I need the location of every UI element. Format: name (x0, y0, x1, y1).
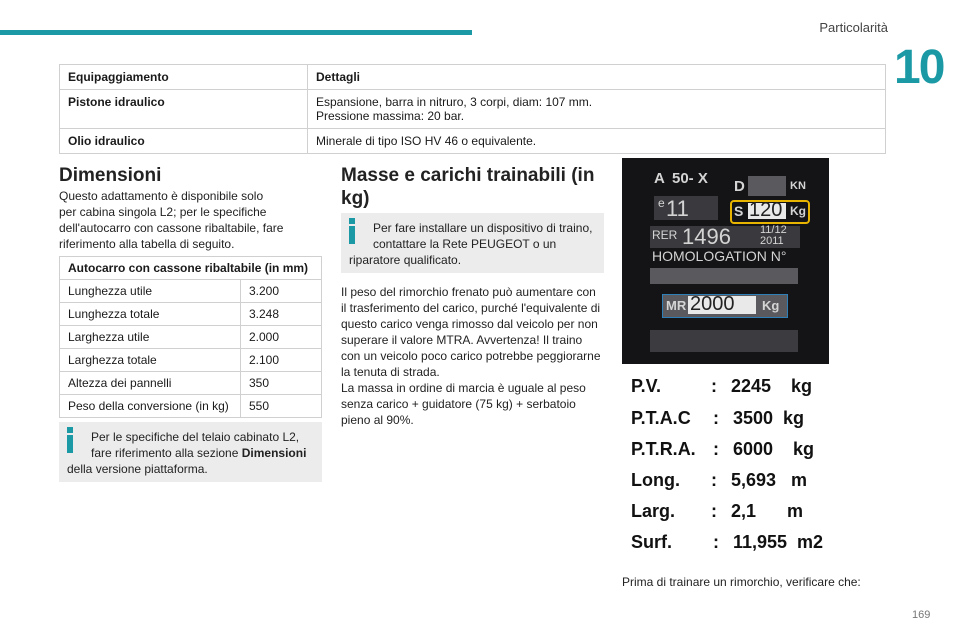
plate-field (650, 268, 798, 284)
note-line: Per fare installare un dispositivo di traino, (373, 221, 593, 235)
spec-value: 2245 (731, 376, 772, 396)
section-title: Particolarità (819, 20, 888, 35)
text-line: superare il valore MTRA. Avvertenza! Il traino (341, 333, 583, 347)
info-icon (65, 427, 75, 453)
spec-value: 3500 (733, 408, 774, 428)
detail-line: Pressione massima: 20 bar. (316, 109, 465, 123)
spec-colon: : (711, 470, 717, 490)
dimensions-heading: Dimensioni (59, 165, 162, 186)
plate-rer: RER (652, 228, 678, 242)
table-header-cell: Dettagli (308, 65, 886, 90)
table-cell-label: Larghezza utile (60, 326, 241, 349)
table-cell-label: Peso della conversione (in kg) (60, 395, 241, 418)
spec-unit: kg (791, 376, 813, 396)
tow-check-intro: Prima di trainare un rimorchio, verificare che: (622, 575, 861, 589)
plate-kg: Kg (790, 204, 806, 218)
plate-a: A (654, 170, 665, 187)
plate-e-number: 11 (666, 196, 689, 221)
plate-rer-number: 1496 (682, 224, 731, 249)
spec-unit: m2 (797, 532, 824, 552)
plate-field (748, 176, 786, 196)
text-line: con un veicolo poco carico potrebbe peggiorarne (341, 349, 601, 363)
spec-key: P.T.R.A. (631, 439, 696, 459)
equipment-table (59, 64, 886, 154)
plate-kg: Kg (762, 298, 780, 313)
table-cell-value: 3.200 (241, 280, 322, 303)
table-cell-label: Lunghezza utile (60, 280, 241, 303)
plate-mr: MR (666, 298, 687, 313)
plate-homologation: HOMOLOGATION N° (652, 248, 787, 264)
table-cell-label: Lunghezza totale (60, 303, 241, 326)
plate-field (650, 330, 798, 352)
table-cell-value: 2.000 (241, 326, 322, 349)
spec-value: 5,693 (731, 470, 777, 490)
note-line: riparatore qualificato. (349, 253, 462, 267)
table-cell-value: 3.248 (241, 303, 322, 326)
table-row (60, 349, 322, 372)
note-line: Per le specifiche del telaio cabinato L2, (91, 430, 300, 444)
spec-key: Larg. (631, 501, 676, 521)
table-header-cell: Autocarro con cassone ribaltabile (in mm) (60, 257, 322, 280)
spec-unit: m (787, 501, 804, 521)
dimensions-intro (59, 188, 329, 252)
note-line (67, 445, 314, 461)
dimensions-info-note (59, 422, 322, 482)
text-line: per cabina singola L2; per le specifiche (59, 205, 267, 219)
table-row (60, 129, 886, 154)
heading-line: Masse e carichi trainabili (in (341, 165, 595, 186)
spec-key: P.T.A.C (631, 408, 691, 428)
plate-date: 11/12 (760, 224, 787, 236)
plate-code: 50- X (672, 170, 708, 187)
header-accent-bar (0, 30, 472, 35)
table-cell-details (308, 90, 886, 129)
table-cell-value: 350 (241, 372, 322, 395)
spec-colon: : (711, 501, 717, 521)
text-line: il trasferimento del carico, purché l'equivalente di (341, 301, 601, 315)
spec-colon: : (711, 376, 717, 396)
table-cell-label: Altezza dei pannelli (60, 372, 241, 395)
spec-colon: : (713, 439, 719, 459)
spec-unit: m (791, 470, 808, 490)
table-cell-value: 550 (241, 395, 322, 418)
masses-body (341, 284, 611, 428)
plate-kn: KN (790, 180, 806, 192)
text-line: questo carico venga rimosso dal veicolo per non (341, 317, 598, 331)
heading-line: kg) (341, 188, 370, 209)
masses-heading (341, 164, 594, 210)
page-number: 169 (912, 609, 931, 621)
table-row (60, 372, 322, 395)
detail-line: Espansione, barra in nitruro, 3 corpi, diam: 107 mm. (316, 95, 593, 109)
spec-value: 6000 (733, 439, 774, 459)
note-line: contattare la Rete PEUGEOT o un (373, 237, 557, 251)
spec-value: 2,1 (731, 501, 757, 521)
text-line: riferimento alla tabella di seguito. (59, 237, 235, 251)
table-cell-value: 2.100 (241, 349, 322, 372)
table-row (60, 280, 322, 303)
text-line: Il peso del rimorchio frenato può aumentare con (341, 285, 596, 299)
table-row (60, 303, 322, 326)
text-line: La massa in ordine di marcia è uguale al peso (341, 381, 586, 395)
text-line: la tenuta di strada. (341, 365, 440, 379)
table-row (60, 90, 886, 129)
plate-d: D (734, 178, 745, 195)
table-cell-label: Olio idraulico (60, 129, 308, 154)
info-icon (347, 218, 357, 244)
manufacturer-plate-photo (622, 158, 829, 364)
masses-info-note (341, 213, 604, 273)
table-header-row (60, 257, 322, 280)
chapter-number: 10 (894, 41, 944, 94)
note-line: della versione piattaforma. (67, 462, 208, 476)
spec-colon: : (713, 532, 719, 552)
note-text: fare riferimento alla sezione (91, 446, 242, 460)
spec-colon: : (713, 408, 719, 428)
spec-key: P.V. (631, 376, 662, 396)
table-cell-label: Pistone idraulico (60, 90, 308, 129)
spec-unit: kg (793, 439, 815, 459)
text-line: dell'autocarro con cassone ribaltabile, fare (59, 221, 284, 235)
text-line: Questo adattamento è disponibile solo (59, 189, 264, 203)
note-bold-text: Dimensioni (241, 446, 307, 460)
spec-value: 11,955 (733, 532, 788, 552)
spec-key: Surf. (631, 532, 673, 552)
text-line: pieno al 90%. (341, 413, 414, 427)
spec-key: Long. (631, 470, 680, 490)
table-header-row (60, 65, 886, 90)
table-row (60, 326, 322, 349)
table-cell-label: Larghezza totale (60, 349, 241, 372)
table-row (60, 395, 322, 418)
plate-s-value: 120 (749, 199, 783, 221)
text-line: senza carico + guidatore (75 kg) + serbatoio (341, 397, 576, 411)
plate-s: S (734, 203, 744, 219)
plate-mr-value: 2000 (690, 293, 735, 315)
table-cell-details: Minerale di tipo ISO HV 46 o equivalente. (308, 129, 886, 154)
plate-date: 2011 (760, 235, 784, 247)
table-header-cell: Equipaggiamento (60, 65, 308, 90)
plate-e: e (658, 196, 665, 210)
spec-unit: kg (783, 408, 805, 428)
dimensions-table (59, 256, 322, 418)
